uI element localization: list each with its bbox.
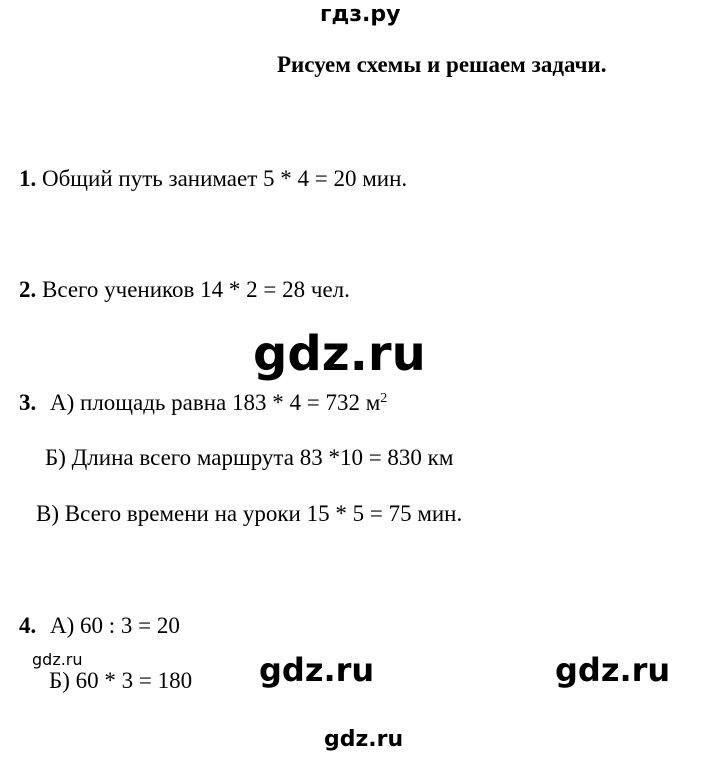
watermark-small: gdz.ru [32, 650, 83, 669]
task-text: Общий путь занимает 5 * 4 = 20 мин. [42, 166, 408, 191]
superscript: 2 [380, 391, 388, 406]
task-3c: В) Всего времени на уроки 15 * 5 = 75 мин. [36, 501, 463, 526]
task-number: 2. [19, 277, 37, 302]
watermark-right: gdz.ru [555, 651, 671, 689]
task-3a [19, 389, 387, 417]
task-number: 1. [19, 166, 37, 191]
task-number: 3. [19, 390, 37, 415]
task-1 [19, 165, 407, 193]
task-4b: Б) 60 * 3 = 180 [49, 668, 193, 693]
task-text-a: А) площадь равна 183 * 4 = 732 м [50, 390, 381, 415]
page-title: Рисуем схемы и решаем задачи. [277, 52, 607, 77]
watermark-center: gdz.ru [253, 326, 426, 382]
watermark-top: гдз.ру [320, 2, 401, 27]
task-text: Всего учеников 14 * 2 = 28 чел. [42, 277, 350, 302]
task-2 [19, 276, 350, 304]
watermark-bottom: gdz.ru [324, 727, 404, 752]
watermark-mid: gdz.ru [259, 651, 375, 689]
task-text-a: А) 60 : 3 = 20 [50, 613, 180, 638]
task-4a [19, 612, 180, 640]
task-number: 4. [19, 613, 37, 638]
task-3b: Б) Длина всего маршрута 83 *10 = 830 км [45, 445, 454, 470]
